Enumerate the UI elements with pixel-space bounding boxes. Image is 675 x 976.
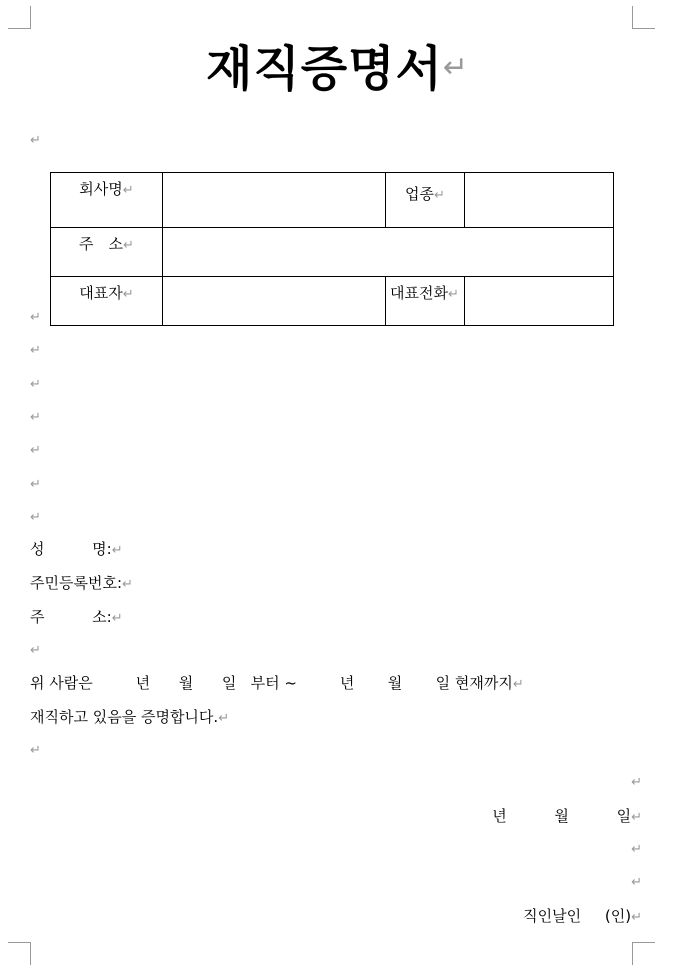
crop-mark-top-right	[632, 6, 655, 29]
crop-mark-bottom-right	[632, 942, 655, 965]
seal-line: 직인날인 (인)↵	[523, 907, 642, 925]
return-mark-icon: ↵	[111, 543, 123, 558]
return-mark-icon: ↵	[30, 643, 41, 658]
empty-paragraph	[30, 407, 41, 425]
return-mark-icon: ↵	[30, 477, 41, 492]
return-mark-icon: ↵	[30, 410, 41, 425]
empty-paragraph	[30, 340, 41, 358]
company-info-table	[50, 172, 614, 326]
table-row	[51, 228, 614, 277]
return-mark-icon: ↵	[434, 188, 445, 203]
return-mark-icon: ↵	[111, 611, 123, 626]
return-mark-icon: ↵	[30, 510, 41, 525]
empty-paragraph	[631, 839, 642, 857]
return-mark-icon: ↵	[631, 842, 642, 857]
return-mark-icon: ↵	[30, 377, 41, 392]
name-field: 성 명:↵	[30, 540, 123, 558]
table-row	[51, 277, 614, 326]
crop-mark-bottom-left	[8, 942, 31, 965]
return-mark-icon: ↵	[30, 743, 41, 758]
empty-paragraph	[30, 440, 41, 458]
ceo-value-cell[interactable]	[163, 277, 386, 326]
return-mark-icon: ↵	[631, 810, 642, 825]
return-mark-icon: ↵	[442, 50, 469, 85]
return-mark-icon: ↵	[122, 287, 134, 302]
return-mark-icon: ↵	[122, 183, 134, 198]
document-title: 재직증명서↵	[206, 41, 469, 97]
address-field: 주 소:↵	[30, 608, 123, 626]
return-mark-icon: ↵	[218, 711, 230, 726]
return-mark-icon: ↵	[631, 875, 642, 890]
employment-period-line: 위 사람은 년 월 일 부터 ~ 년 월 일 현재까지↵	[30, 674, 524, 692]
empty-paragraph	[30, 640, 41, 658]
return-mark-icon: ↵	[30, 310, 41, 325]
empty-paragraph	[30, 740, 41, 758]
empty-paragraph	[30, 130, 41, 148]
phone-value-cell[interactable]	[465, 277, 614, 326]
empty-paragraph	[30, 307, 41, 325]
empty-paragraph	[631, 872, 642, 890]
address-label-cell: 주 소↵	[51, 228, 163, 277]
return-mark-icon: ↵	[631, 775, 642, 790]
return-mark-icon: ↵	[512, 677, 524, 692]
return-mark-icon: ↵	[631, 910, 642, 925]
certification-line: 재직하고 있음을 증명합니다.↵	[30, 708, 230, 726]
empty-paragraph	[30, 374, 41, 392]
phone-label-cell: 대표전화↵	[386, 277, 465, 326]
address-value-cell[interactable]	[163, 228, 614, 277]
return-mark-icon: ↵	[123, 238, 134, 253]
return-mark-icon: ↵	[447, 287, 459, 302]
resident-number-field: 주민등록번호:↵	[30, 574, 133, 592]
crop-mark-top-left	[8, 6, 31, 29]
ceo-label-cell: 대표자↵	[51, 277, 163, 326]
empty-paragraph	[631, 772, 642, 790]
issue-date-line: 년 월 일↵	[492, 807, 642, 825]
return-mark-icon: ↵	[30, 343, 41, 358]
return-mark-icon: ↵	[122, 577, 133, 592]
industry-value-cell[interactable]	[465, 173, 614, 228]
return-mark-icon: ↵	[30, 443, 41, 458]
table-row	[51, 173, 614, 228]
company-value-cell[interactable]	[163, 173, 386, 228]
empty-paragraph	[30, 474, 41, 492]
empty-paragraph	[30, 507, 41, 525]
return-mark-icon: ↵	[30, 133, 41, 148]
company-label-cell: 회사명↵	[51, 173, 163, 228]
industry-label-cell: 업종↵	[386, 173, 465, 228]
